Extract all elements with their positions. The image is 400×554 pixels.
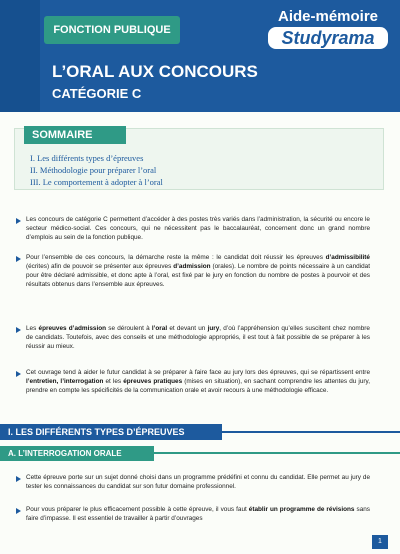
- bullet-arrow-icon: [16, 371, 21, 377]
- header-banner: [0, 0, 400, 112]
- bullet-arrow-icon: [16, 508, 21, 514]
- bullet-arrow-icon: [16, 476, 21, 482]
- procedure-paragraph: Pour l’ensemble de ces concours, la démarche reste la même : le candidat doit réussir les épreuves d’admissibilité (écrites) afin de pouvoir se présenter aux épreuves d’admission (orales). Le nombre de points nécessaire à un candidat pour être déclaré admissible, et donc apte à l’oral, est fixé par le jury en fonction du nombre de postes à pourvoir et des résultats obtenus dans l’ensemble aux épreuves.: [26, 254, 370, 288]
- oral-exam-paragraph: Cette épreuve porte sur un sujet donné choisi dans un programme prédéfini et connu du candidat. Elle permet au jury de tester les connaissances du candidat sur son futur domaine professionnel.: [26, 474, 370, 490]
- sommaire-item: II. Méthodologie pour préparer l’oral: [30, 165, 157, 175]
- bullet-arrow-icon: [16, 256, 21, 262]
- section-heading: I. LES DIFFÉRENTS TYPES D’ÉPREUVES: [0, 424, 222, 440]
- sommaire-item: III. Le comportement à adopter à l’oral: [30, 177, 163, 187]
- revision-paragraph: Pour vous préparer le plus efficacement possible à cette épreuve, il vous faut établir un programme de révisions sans faire d’impasse. Il est essentiel de travailler à partir d’ouvrages: [26, 506, 371, 522]
- subsection-rule: [146, 452, 400, 454]
- category-tab: FONCTION PUBLIQUE: [44, 16, 180, 44]
- page-number: 1: [372, 535, 388, 549]
- section-rule: [214, 431, 400, 433]
- bullet-arrow-icon: [16, 218, 21, 224]
- subsection-heading: A. L’INTERROGATION ORALE: [0, 446, 154, 461]
- sommaire-item: I. Les différents types d’épreuves: [30, 153, 144, 163]
- brand-block: [268, 8, 388, 49]
- bullet-arrow-icon: [16, 327, 21, 333]
- header-shade: [0, 0, 40, 112]
- intro-paragraph: Les concours de catégorie C permettent d’accéder à des postes très variés dans l’administration, la sécurité ou encore le secteur médico-social. Ces concours, qui ne nécessitent pas le baccalauréat, concernent donc un grand nombre d’emplois au sein de la fonction publique.: [26, 216, 370, 241]
- page-title: L’ORAL AUX CONCOURS: [52, 62, 258, 81]
- book-purpose-paragraph: Cet ouvrage tend à aider le futur candidat à se préparer à faire face au jury lors des épreuves, qui se répartissent entre l’entretien, l’interrogation et les épreuves pratiques (mises en situation), en sachant comprendre les attentes du jury, prendre en compte les spécificités de la communication orale et avoir recours à une méthodologie efficace.: [26, 369, 371, 394]
- admission-paragraph: Les épreuves d’admission se déroulent à l’oral et devant un jury, d’où l’appréhension qu’elles suscitent chez nombre de candidats. Toutefois, avec des conseils et une méthodologie appropriés, il est tout à fait possible de se préparer à les réussir au mieux.: [26, 325, 370, 350]
- publisher-logo: Studyrama: [268, 27, 388, 49]
- sommaire-heading: SOMMAIRE: [24, 126, 126, 144]
- series-name: Aide-mémoire: [277, 8, 379, 25]
- page-subtitle: CATÉGORIE C: [52, 86, 142, 101]
